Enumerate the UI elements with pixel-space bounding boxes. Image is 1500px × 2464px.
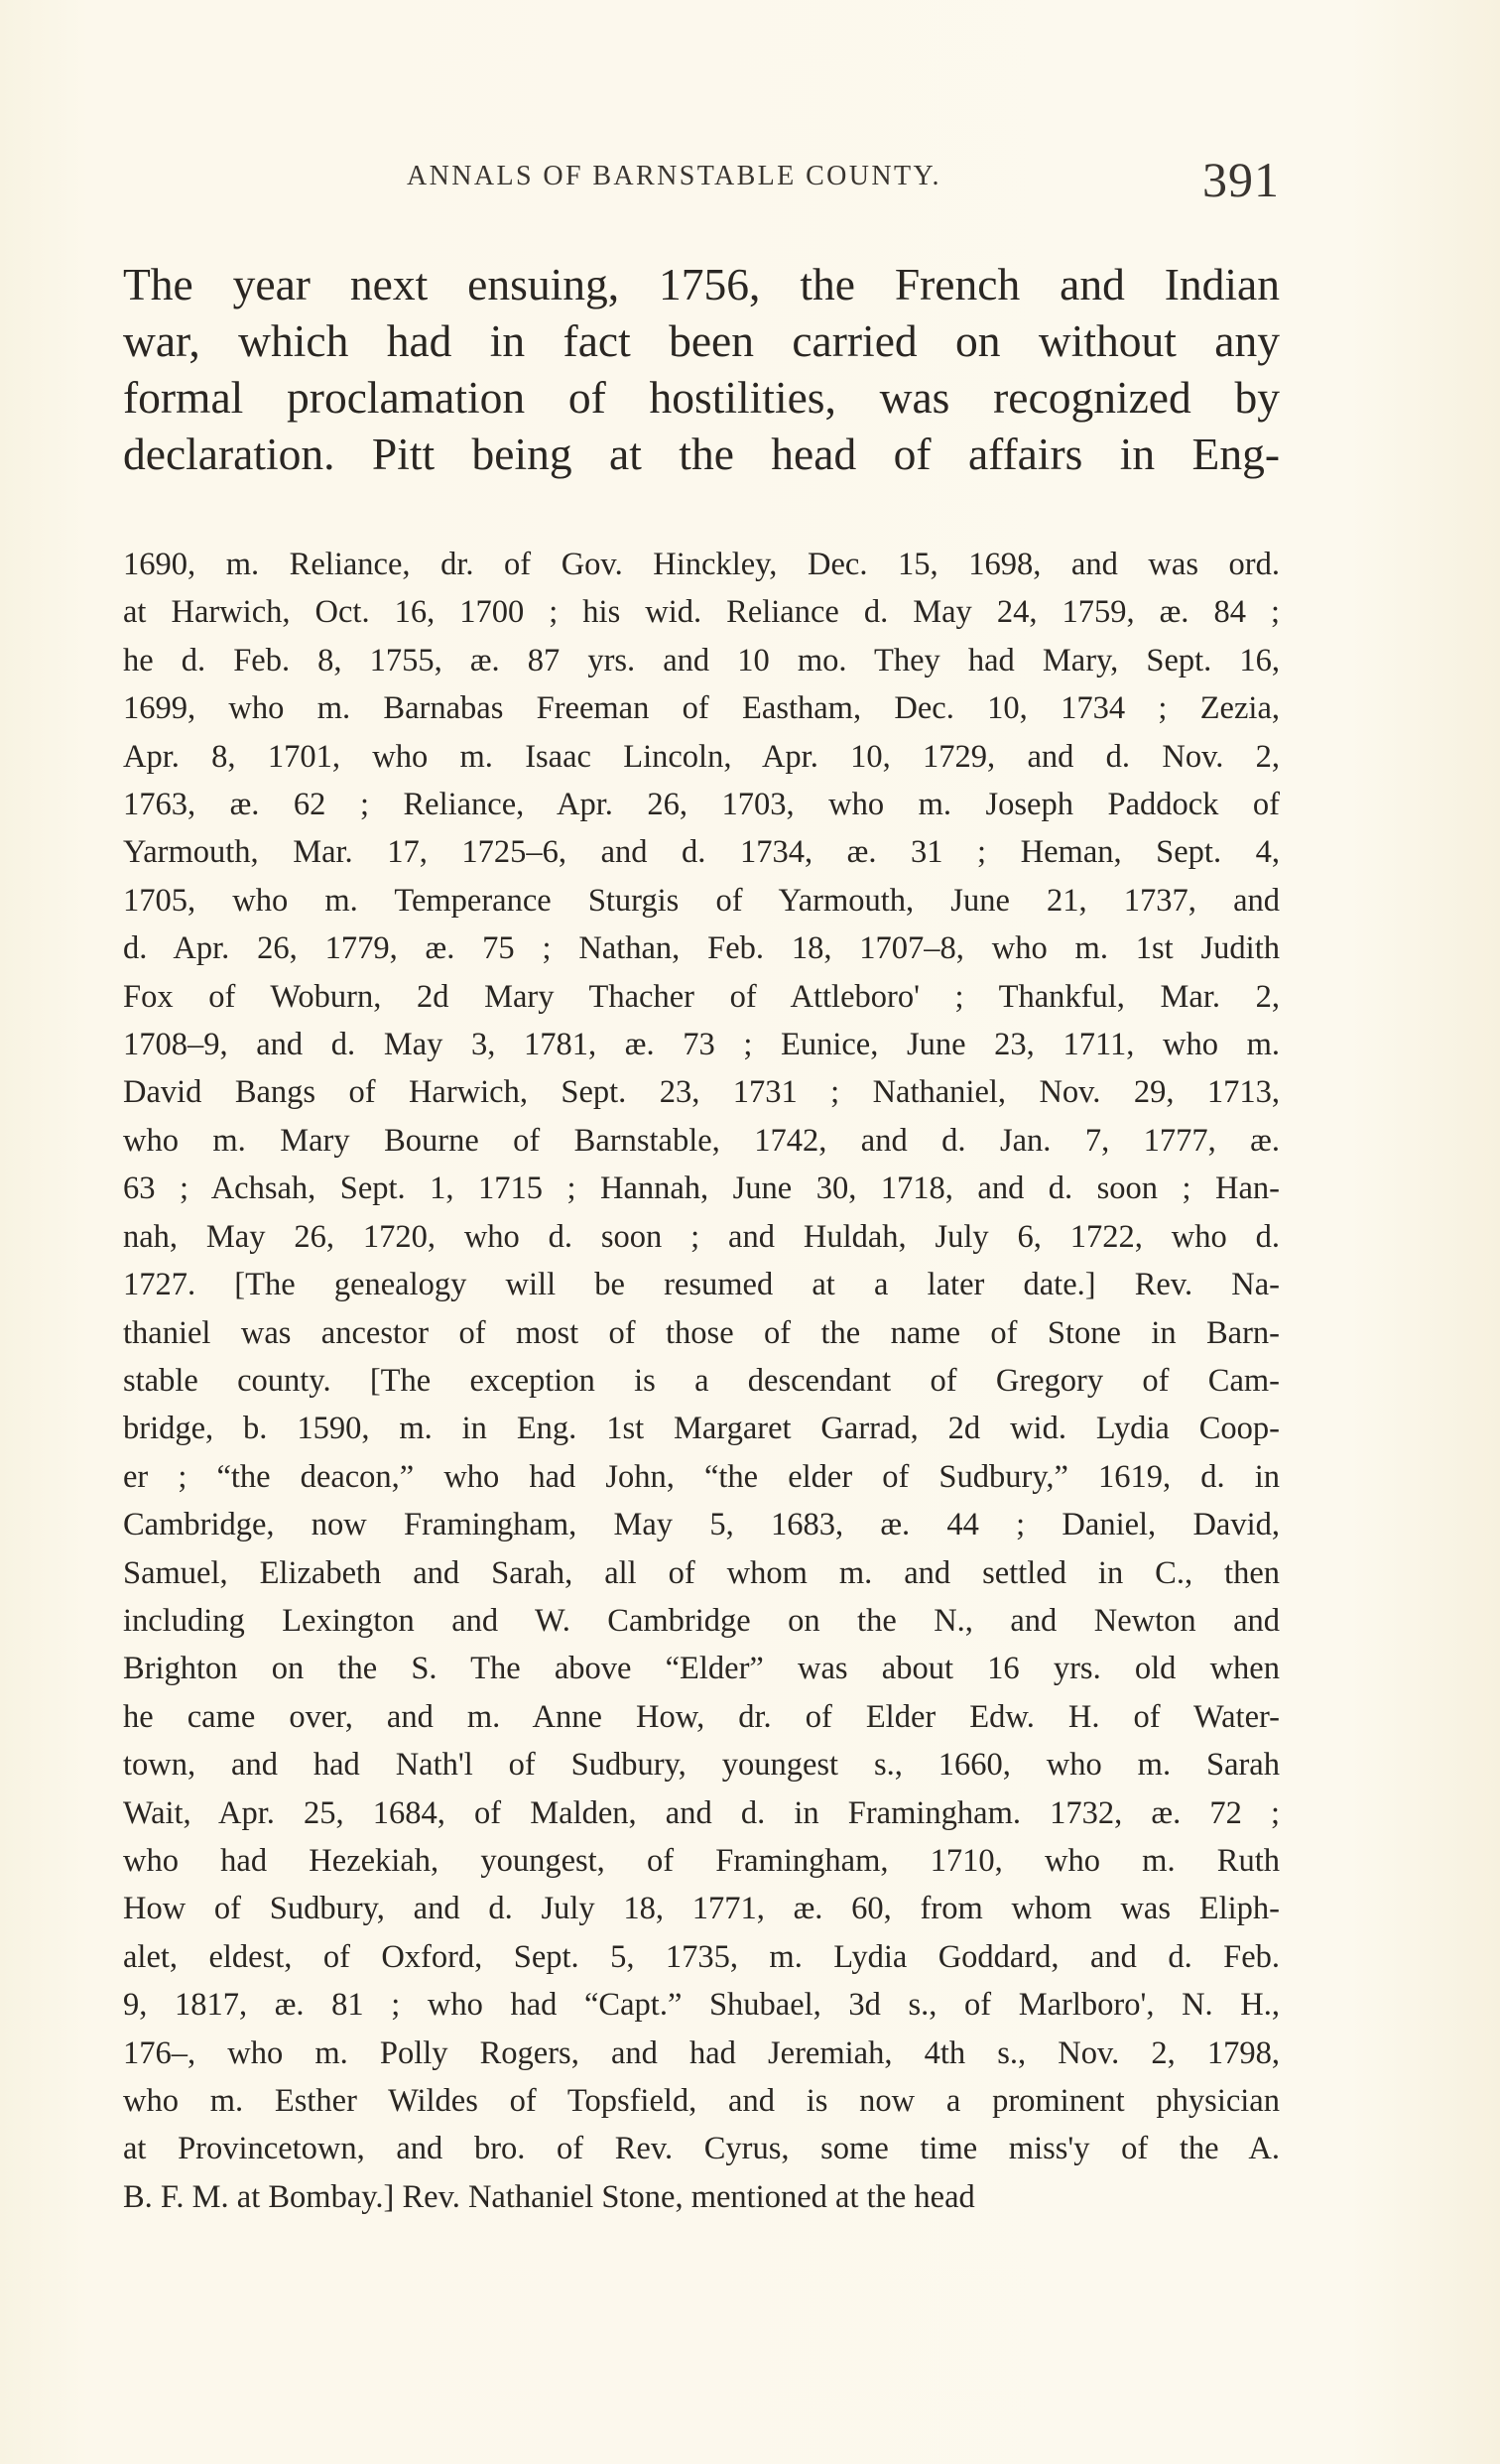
footnote-line: at Provincetown, and bro. of Rev. Cyrus, some time miss'y of the A. — [123, 2131, 1280, 2167]
footnote-line: he d. Feb. 8, 1755, æ. 87 yrs. and 10 mo. They had Mary, Sept. 16, — [123, 642, 1280, 678]
footnote-line: Wait, Apr. 25, 1684, of Malden, and d. in Framingham. 1732, æ. 72 ; — [123, 1794, 1280, 1831]
footnote-line: Samuel, Elizabeth and Sarah, all of whom m. and settled in C., then — [123, 1554, 1280, 1591]
footnote-line: 63 ; Achsah, Sept. 1, 1715 ; Hannah, June 30, 1718, and d. soon ; Han- — [123, 1170, 1280, 1207]
running-head: ANNALS OF BARNSTABLE COUNTY. — [407, 161, 941, 191]
footnote-line: bridge, b. 1590, m. in Eng. 1st Margaret Garrad, 2d wid. Lydia Coop- — [123, 1411, 1280, 1447]
footnote-line: who m. Mary Bourne of Barnstable, 1742, and d. Jan. 7, 1777, æ. — [123, 1122, 1280, 1159]
footnote-line: including Lexington and W. Cambridge on the N., and Newton and — [123, 1602, 1280, 1639]
footnote-line: who m. Esther Wildes of Topsfield, and is now a prominent physician — [123, 2083, 1280, 2119]
main-line: war, which had in fact been carried on without any — [123, 315, 1280, 366]
footnote-line: How of Sudbury, and d. July 18, 1771, æ. 60, from whom was Eliph- — [123, 1891, 1280, 1927]
footnote-line: alet, eldest, of Oxford, Sept. 5, 1735, m. Lydia Goddard, and d. Feb. — [123, 1938, 1280, 1975]
footnote-line: town, and had Nath'l of Sudbury, youngest s., 1660, who m. Sarah — [123, 1747, 1280, 1784]
footnote-line: Yarmouth, Mar. 17, 1725–6, and d. 1734, æ. 31 ; Heman, Sept. 4, — [123, 834, 1280, 871]
page-number: 391 — [1202, 152, 1280, 207]
main-line: declaration. Pitt being at the head of affairs in Eng- — [123, 429, 1280, 479]
footnote-line: David Bangs of Harwich, Sept. 23, 1731 ; Nathaniel, Nov. 29, 1713, — [123, 1074, 1280, 1111]
page-header — [123, 151, 1280, 210]
footnote-line: Apr. 8, 1701, who m. Isaac Lincoln, Apr. 10, 1729, and d. Nov. 2, — [123, 738, 1280, 775]
main-line: The year next ensuing, 1756, the French and Indian — [123, 259, 1280, 309]
footnote-line: 1699, who m. Barnabas Freeman of Eastham, Dec. 10, 1734 ; Zezia, — [123, 690, 1280, 727]
footnote-line: 1690, m. Reliance, dr. of Gov. Hinckley, Dec. 15, 1698, and was ord. — [123, 547, 1280, 582]
footnote-line: 1727. [The genealogy will be resumed at a later date.] Rev. Na- — [123, 1267, 1280, 1303]
footnote-line: Fox of Woburn, 2d Mary Thacher of Attleboro' ; Thankful, Mar. 2, — [123, 978, 1280, 1015]
footnote-line: 9, 1817, æ. 81 ; who had “Capt.” Shubael, 3d s., of Marlboro', N. H., — [123, 1987, 1280, 2024]
main-line: formal proclamation of hostilities, was recognized by — [123, 372, 1280, 423]
footnote-line: he came over, and m. Anne How, dr. of Elder Edw. H. of Water- — [123, 1698, 1280, 1735]
footnote — [123, 541, 1280, 2221]
footnote-line: at Harwich, Oct. 16, 1700 ; his wid. Reliance d. May 24, 1759, æ. 84 ; — [123, 594, 1280, 631]
footnote-line: 1763, æ. 62 ; Reliance, Apr. 26, 1703, who m. Joseph Paddock of — [123, 787, 1280, 823]
footnote-line: Brighton on the S. The above “Elder” was about 16 yrs. old when — [123, 1651, 1280, 1687]
footnote-line: d. Apr. 26, 1779, æ. 75 ; Nathan, Feb. 18, 1707–8, who m. 1st Judith — [123, 930, 1280, 967]
footnote-line: nah, May 26, 1720, who d. soon ; and Huldah, July 6, 1722, who d. — [123, 1218, 1280, 1255]
main-paragraph — [123, 256, 1280, 482]
footnote-line: stable county. [The exception is a descendant of Gregory of Cam- — [123, 1362, 1280, 1399]
footnote-line: B. F. M. at Bombay.] Rev. Nathaniel Stone, mentioned at the head — [123, 2178, 975, 2215]
footnote-line: 1705, who m. Temperance Sturgis of Yarmouth, June 21, 1737, and — [123, 882, 1280, 919]
footnote-line: thaniel was ancestor of most of those of the name of Stone in Barn- — [123, 1314, 1280, 1351]
footnote-line: Cambridge, now Framingham, May 5, 1683, æ. 44 ; Daniel, David, — [123, 1507, 1280, 1543]
footnote-line: 176–, who m. Polly Rogers, and had Jeremiah, 4th s., Nov. 2, 1798, — [123, 2034, 1280, 2071]
footnote-line: 1708–9, and d. May 3, 1781, æ. 73 ; Eunice, June 23, 1711, who m. — [123, 1027, 1280, 1063]
footnote-line: er ; “the deacon,” who had John, “the elder of Sudbury,” 1619, d. in — [123, 1458, 1280, 1495]
footnote-line: who had Hezekiah, youngest, of Framingham, 1710, who m. Ruth — [123, 1842, 1280, 1879]
